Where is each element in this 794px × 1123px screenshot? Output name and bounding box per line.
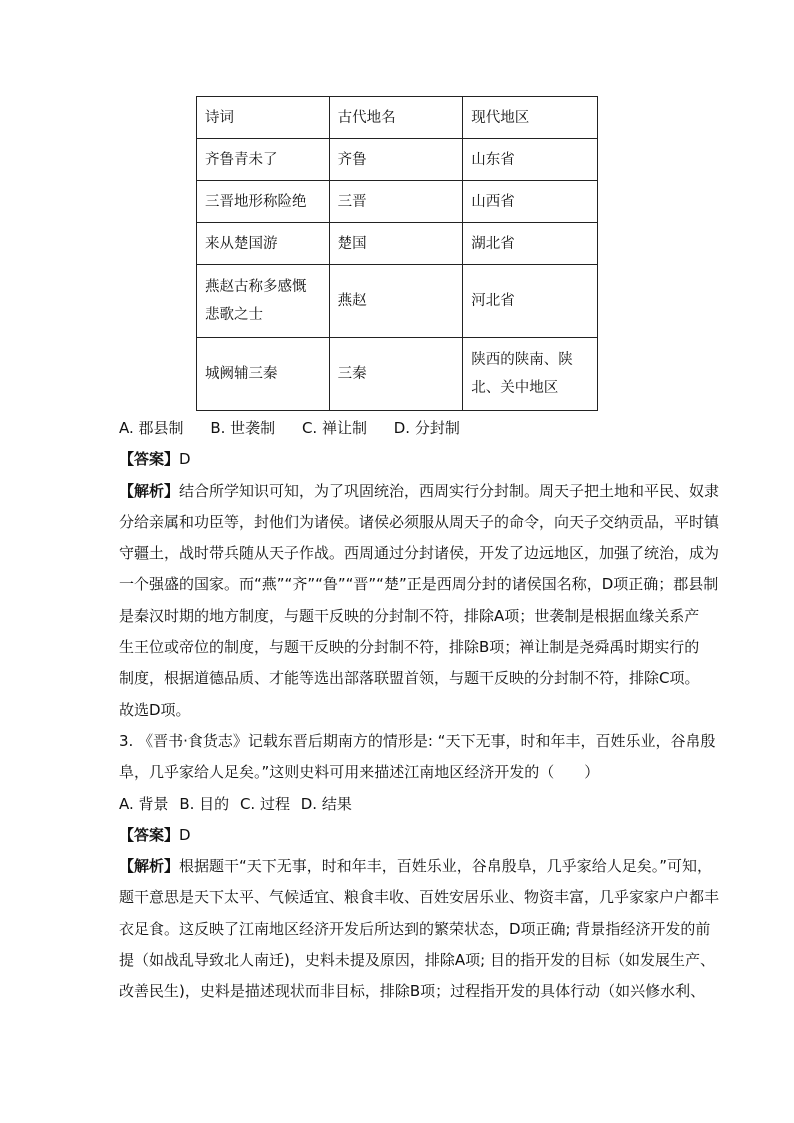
analysis-line: 衣足食。这反映了江南地区经济开发后所达到的繁荣状态，D项正确; 背景指经济开发的前 [119, 919, 711, 938]
question-3-section [119, 726, 720, 1008]
analysis-line: 是秦汉时期的地方制度，与题干反映的分封制不符，排除A项；世袭制是根据血缘关系产 [119, 606, 700, 625]
analysis-line: 制度，根据道德品质、才能等选出部落联盟首领，与题干反映的分封制不符，排除C项。 [119, 669, 700, 688]
question-stem: 3. 《晋书·食货志》记载东晋后期南方的情形是: “天下无事，时和年丰，百姓乐业，谷帛殷 [119, 732, 716, 750]
table-cell: 湖北省 [463, 223, 598, 265]
answer-value: D [179, 825, 191, 844]
table-header-row [197, 97, 598, 139]
analysis-line [119, 476, 720, 507]
question-stem: 阜，几乎家给人足矣。”这则史料可用来描述江南地区经济开发的（ ） [119, 763, 600, 782]
analysis-line: 提（如战乱导致北人南迁)，史料未提及原因，排除A项; 目的指开发的目标（如发展生产、 [119, 951, 715, 970]
table-row [197, 265, 598, 338]
analysis-line [119, 851, 713, 882]
table-cell: 城阙辅三秦 [197, 338, 330, 411]
option-a: A. 郡县制 [119, 419, 184, 437]
table-cell: 燕赵古称多感慨悲歌之士 [197, 265, 330, 338]
table-header-cell: 古代地名 [329, 97, 463, 139]
option-d: D. 结果 [300, 794, 352, 813]
table-cell: 齐鲁 [329, 139, 463, 181]
analysis-text: 结合所学知识可知，为了巩固统治，西周实行分封制。周天子把土地和平民、奴隶 [179, 481, 720, 500]
table-row [197, 181, 598, 223]
table-cell: 来从楚国游 [197, 223, 330, 265]
analysis-line: 守疆土，战时带兵随从天子作战。西周通过分封诸侯，开发了边远地区，加强了统治，成为 [119, 544, 720, 563]
analysis-line: 一个强盛的国家。而“燕”“齐”“鲁”“晋”“楚”正是西周分封的诸侯国名称，D项正确；郡县制 [119, 575, 719, 594]
table-cell: 三晋 [329, 181, 463, 223]
answer-line [119, 820, 681, 851]
option-a: A. 背景 [119, 794, 169, 813]
option-b: B. 世袭制 [210, 419, 276, 437]
table-header-cell: 现代地区 [463, 97, 598, 139]
table-row [197, 139, 598, 181]
analysis-line: 分给亲属和功臣等，封他们为诸侯。诸侯必须服从周天子的命令，向天子交纳贡品，平时镇 [119, 512, 720, 531]
analysis-label: 【解析】 [119, 857, 180, 876]
table-cell: 齐鲁青未了 [197, 139, 330, 181]
table-cell: 燕赵 [329, 265, 463, 338]
table-cell: 三晋地形称险绝 [197, 181, 330, 223]
table-cell: 陕西的陕南、陕北、关中地区 [463, 338, 598, 411]
option-b: B. 目的 [179, 794, 230, 813]
analysis-line: 故选D项。 [119, 700, 191, 719]
answer-options [119, 413, 681, 444]
answer-options [119, 789, 681, 820]
table-cell: 山西省 [463, 181, 598, 223]
table-cell: 山东省 [463, 139, 598, 181]
answer-value: D [179, 450, 191, 469]
answer-line [119, 444, 681, 475]
analysis-text: 根据题干“天下无事，时和年丰，百姓乐业，谷帛殷阜，几乎家给人足矣。”可知， [179, 857, 713, 876]
table-header-cell: 诗词 [197, 97, 330, 139]
table-row [197, 223, 598, 265]
table-row [197, 338, 598, 411]
place-name-table [196, 96, 598, 411]
option-c: C. 禅让制 [301, 419, 367, 437]
answer-label: 【答案】 [119, 450, 180, 469]
option-c: C. 过程 [239, 794, 290, 813]
analysis-label: 【解析】 [119, 481, 180, 500]
table-cell: 楚国 [329, 223, 463, 265]
table-cell: 三秦 [329, 338, 463, 411]
analysis-line: 题干意思是天下太平、气候适宜、粮食丰收、百姓安居乐业、物资丰富，几乎家家户户都丰 [119, 888, 720, 907]
answer-label: 【答案】 [119, 825, 180, 844]
table-cell: 河北省 [463, 265, 598, 338]
question-2-section [119, 413, 720, 726]
analysis-line: 生王位或帝位的制度，与题干反映的分封制不符，排除B项；禅让制是尧舜禹时期实行的 [119, 638, 700, 657]
analysis-line: 改善民生)，史料是描述现状而非目标，排除B项；过程指开发的具体行动（如兴修水利、 [119, 982, 706, 1001]
option-d: D. 分封制 [393, 419, 460, 437]
